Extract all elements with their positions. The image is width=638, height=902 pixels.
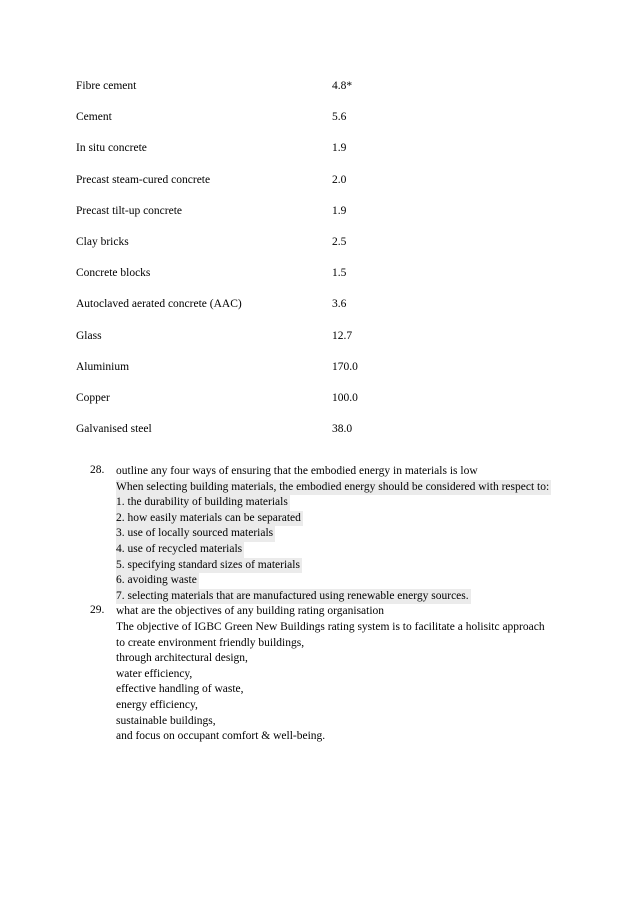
- material-value: 100.0: [332, 391, 358, 404]
- material-name: Precast tilt-up concrete: [76, 204, 183, 217]
- material-value: 4.8*: [332, 80, 353, 92]
- answer-line: [116, 495, 610, 511]
- answer-line: The objective of IGBC Green New Buildings rating system is to facilitate a holisitc approach: [116, 620, 545, 633]
- material-value: 38.0: [332, 423, 353, 436]
- material-value: 1.9: [332, 204, 347, 217]
- material-value: 2.0: [332, 173, 347, 186]
- material-name: Concrete blocks: [76, 267, 151, 280]
- answer-line: [116, 542, 610, 558]
- answer-text: When selecting building materials, the embodied energy should be considered with respect to:: [116, 480, 551, 496]
- question-list: [90, 464, 610, 745]
- answer-line: effective handling of waste,: [116, 683, 244, 696]
- material-value: 1.5: [332, 267, 347, 280]
- material-value: 12.7: [332, 329, 353, 342]
- table-row: [76, 423, 556, 454]
- answer-line: [116, 511, 610, 527]
- answer-line: to create environment friendly buildings,: [116, 636, 305, 649]
- answer-text: 4. use of recycled materials: [116, 542, 244, 558]
- answer-text: 5. specifying standard sizes of materials: [116, 558, 302, 574]
- question-item-29: [90, 604, 610, 744]
- question-number: 29.: [90, 604, 105, 617]
- material-name: Aluminium: [76, 360, 130, 373]
- material-name: Cement: [76, 111, 112, 124]
- material-value: 1.9: [332, 142, 347, 155]
- material-name: Precast steam-cured concrete: [76, 173, 211, 186]
- material-value: 2.5: [332, 235, 347, 248]
- question-number: 28.: [90, 464, 105, 476]
- question-text: what are the objectives of any building rating organisation: [116, 605, 385, 618]
- material-name: Fibre cement: [76, 80, 137, 92]
- answer-text: 1. the durability of building materials: [116, 495, 290, 511]
- table-row: [76, 330, 556, 361]
- table-row: [76, 80, 556, 111]
- answer-line: sustainable buildings,: [116, 714, 216, 727]
- answer-line: [116, 526, 610, 542]
- material-name: Autoclaved aerated concrete (AAC): [76, 298, 242, 311]
- material-value: 170.0: [332, 360, 358, 373]
- table-row: [76, 205, 556, 236]
- material-name: Clay bricks: [76, 235, 129, 248]
- table-row: [76, 392, 556, 423]
- table-row: [76, 361, 556, 392]
- answer-line: [116, 589, 610, 605]
- table-row: [76, 236, 556, 267]
- answer-line: energy efficiency,: [116, 698, 198, 711]
- answer-line: [116, 573, 610, 589]
- question-body: [116, 604, 610, 744]
- material-name: Copper: [76, 391, 110, 404]
- table-row: [76, 267, 556, 298]
- answer-line: water efficiency,: [116, 667, 193, 680]
- question-body: [116, 464, 610, 604]
- material-value: 3.6: [332, 298, 347, 311]
- answer-text: 7. selecting materials that are manufactured using renewable energy sources.: [116, 589, 471, 605]
- answer-text: 3. use of locally sourced materials: [116, 526, 275, 542]
- material-value: 5.6: [332, 111, 347, 124]
- table-row: [76, 174, 556, 205]
- answer-line: [116, 558, 610, 574]
- question-item-28: [90, 464, 610, 604]
- embodied-energy-table: [76, 80, 556, 454]
- answer-line: [116, 480, 610, 496]
- answer-line: through architectural design,: [116, 652, 248, 665]
- material-name: Galvanised steel: [76, 423, 152, 436]
- table-row: [76, 142, 556, 173]
- table-row: [76, 111, 556, 142]
- table-row: [76, 298, 556, 329]
- question-text: outline any four ways of ensuring that the embodied energy in materials is low: [116, 465, 478, 477]
- answer-line: and focus on occupant comfort & well-being.: [116, 730, 326, 743]
- material-name: In situ concrete: [76, 142, 147, 155]
- answer-text: 2. how easily materials can be separated: [116, 511, 303, 527]
- material-name: Glass: [76, 329, 102, 342]
- answer-text: 6. avoiding waste: [116, 573, 199, 589]
